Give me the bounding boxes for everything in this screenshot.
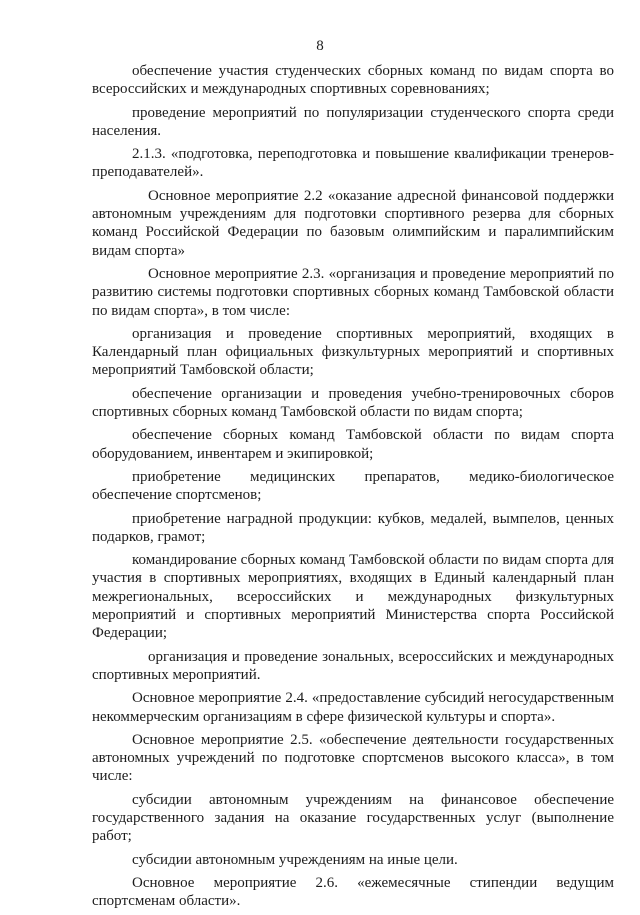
paragraph-10: приобретение наградной продукции: кубков, медалей, вымпелов, ценных подарков, грамот;	[92, 510, 614, 545]
paragraph-8: обеспечение сборных команд Тамбовской области по видам спорта оборудованием, инвентарем и экипировкой;	[92, 427, 614, 462]
paragraph-15: субсидии автономным учреждениям на финансовое обеспечение государственного задания на оказание государственных услуг (выполнение работ;	[92, 791, 614, 845]
paragraph-6: организация и проведение спортивных мероприятий, входящих в Календарный план официальных физкультурных мероприятий и спортивных мероприятий Тамбовской области;	[92, 325, 614, 379]
paragraph-7: обеспечение организации и проведения учебно-тренировочных сборов спортивных сборных команд Тамбовской области по видам спорта;	[92, 385, 614, 421]
document-body	[92, 62, 614, 915]
paragraph-14: Основное мероприятие 2.5. «обеспечение деятельности государственных автономных учреждений по подготовке спортсменов высокого класса», в том числе:	[92, 731, 614, 785]
paragraph-3: 2.1.3. «подготовка, переподготовка и повышение квалификации тренеров-преподавателей».	[92, 146, 614, 181]
paragraph-17: Основное мероприятие 2.6. «ежемесячные стипендии ведущим спортсменам области».	[92, 874, 614, 910]
paragraph-16: субсидии автономным учреждениям на иные цели.	[132, 851, 458, 868]
paragraph-12: организация и проведение зональных, всероссийских и международных спортивных мероприятий.	[92, 648, 614, 683]
paragraph-11: командирование сборных команд Тамбовской области по видам спорта для участия в спортивных мероприятиях, входящих в Единый календарный план межрегиональных, всероссийских и международных физкультурных мероприятий и спортивных мероприятий Министерства спорта Российской Федерации;	[92, 552, 614, 642]
page-number: 8	[316, 38, 324, 54]
paragraph-9: приобретение медицинских препаратов, медико-биологическое обеспечение спортсменов;	[92, 468, 614, 504]
paragraph-2: проведение мероприятий по популяризации студенческого спорта среди населения.	[92, 104, 614, 139]
paragraph-5: Основное мероприятие 2.3. «организация и проведение мероприятий по развитию системы подготовки спортивных сборных команд Тамбовской области по видам спорта», в том числе:	[92, 265, 614, 319]
paragraph-13: Основное мероприятие 2.4. «предоставление субсидий негосударственным некоммерческим организациям в сфере физической культуры и спорта».	[92, 690, 614, 725]
paragraph-1: обеспечение участия студенческих сборных команд по видам спорта во всероссийских и международных спортивных соревнованиях;	[92, 63, 614, 98]
paragraph-4: Основное мероприятие 2.2 «оказание адресной финансовой поддержки автономным учреждениям для подготовки спортивного резерва для сборных команд Российской Федерации по базовым олимпийским и паралимпийским видам спорта»	[92, 187, 614, 259]
